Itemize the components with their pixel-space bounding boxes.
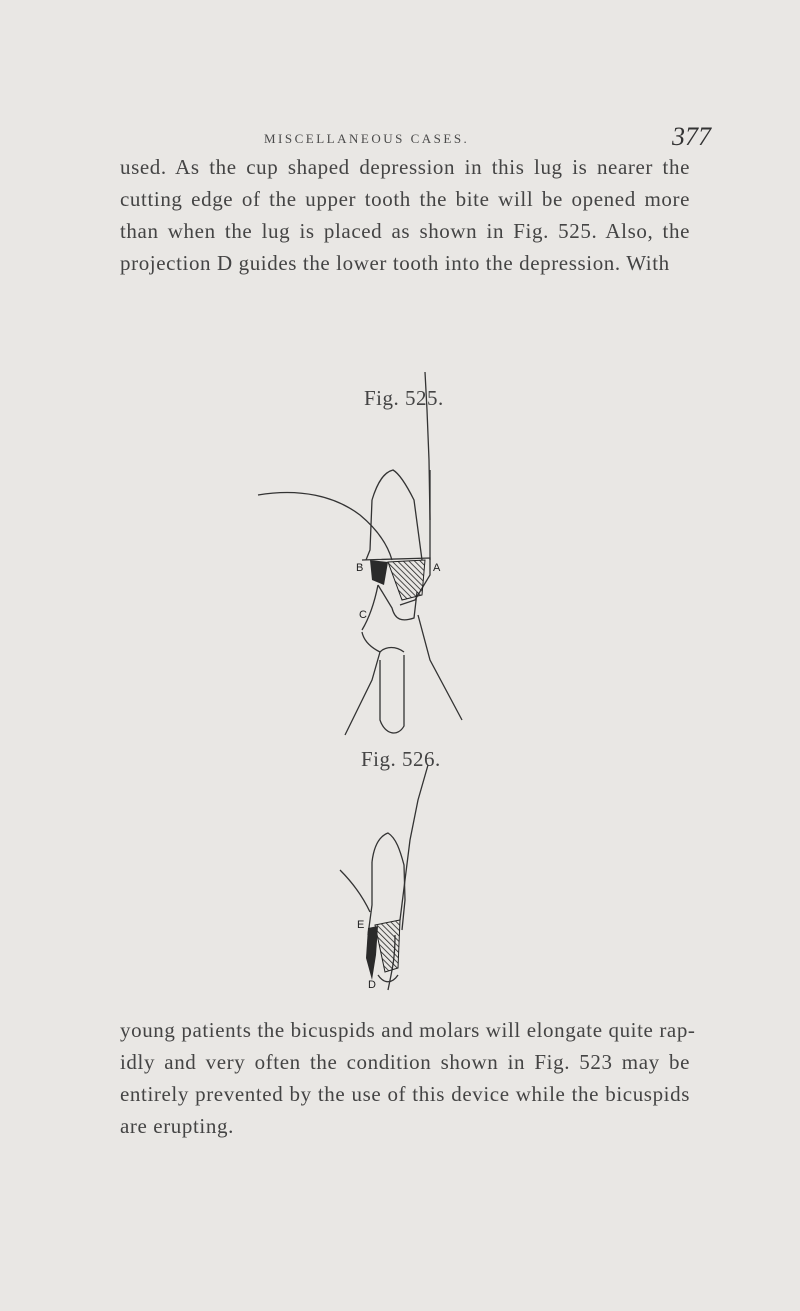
paragraph-bottom <box>120 1014 696 1142</box>
text-line: projection D guides the lower tooth into the depression. With <box>120 251 670 275</box>
figure-525-caption: Fig. 525. <box>364 386 444 410</box>
text-line: than when the lug is placed as shown in Fig. 525. Also, the <box>120 219 690 243</box>
running-title: MISCELLANEOUS CASES. <box>264 131 470 146</box>
text-line: young patients the bicuspids and molars will elongate quite rap- <box>120 1018 696 1042</box>
figure-526-label-e: E <box>357 919 365 931</box>
text-line: idly and very often the condition shown in Fig. 523 may be <box>120 1050 690 1074</box>
text-line: used. As the cup shaped depression in this lug is nearer the <box>120 155 690 179</box>
page-number: 377 <box>672 122 711 151</box>
figure-526-label-d: D <box>368 979 376 991</box>
figure-526-caption: Fig. 526. <box>361 747 441 771</box>
text-line: are erupting. <box>120 1114 234 1138</box>
text-line: entirely prevented by the use of this device while the bicuspids <box>120 1082 690 1106</box>
figure-525-label-c: C <box>359 609 367 621</box>
figure-525-label-b: B <box>356 562 364 574</box>
text-line: cutting edge of the upper tooth the bite will be opened more <box>120 187 690 211</box>
figure-525-label-a: A <box>433 562 441 574</box>
